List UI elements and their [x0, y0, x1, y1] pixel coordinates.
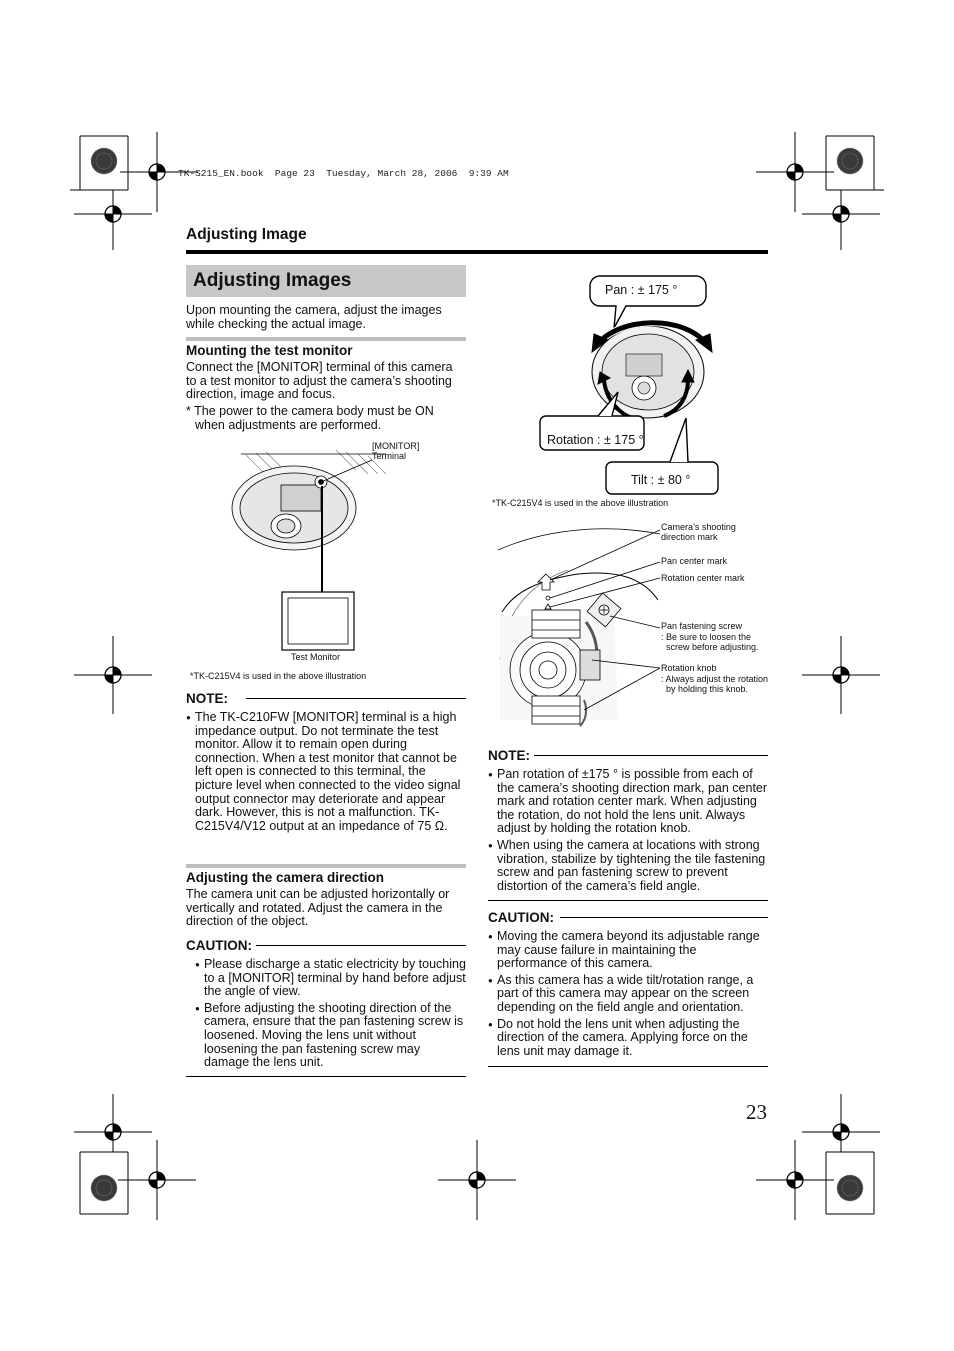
pan-screw-label: Pan fastening screw — [661, 621, 743, 631]
page-title-band — [186, 265, 466, 297]
header-rule — [186, 250, 768, 254]
caution-left — [186, 937, 466, 1070]
page-number: 23 — [746, 1100, 767, 1124]
direction-rule — [186, 864, 466, 868]
left-figure-caption: *TK-C215V4 is used in the above illustration — [190, 671, 367, 681]
print-header: TK-S215_EN.book Page 23 Tuesday, March 28, 2006 9:39 AM — [178, 168, 509, 179]
pan-screw-note: : Be sure to loosen the screw before adjusting. — [661, 632, 759, 652]
asterisk-note-text: * The power to the camera body must be ON when adjustments are performed. — [186, 404, 434, 432]
mounting-rule — [186, 337, 466, 341]
caution-right-bottom-rule — [488, 1066, 768, 1067]
note-left — [186, 690, 466, 833]
rotation-center-label: Rotation center mark — [661, 573, 745, 583]
right-figure-caption: *TK-C215V4 is used in the above illustration — [492, 498, 669, 508]
note-left-item: ● The TK-C210FW [MONITOR] terminal is a high impedance output. Do not terminate the test monitor. Allow it to remain open during connection. When a test monitor that cannot be left open is connected to this terminal, the picture level when connected to the video signal output connector may deteriorate and appear dark. However, this is not a malfunction. TK-C215V4/V12 output at an impedance of 75 Ω. — [186, 711, 466, 833]
note-right-label: NOTE: — [488, 748, 530, 763]
pan-tilt-rotation-illustration — [488, 268, 768, 498]
camera-monitor-illustration — [186, 440, 466, 680]
note-right — [488, 747, 768, 893]
caution-left-bottom-rule — [186, 1076, 466, 1077]
mounting-body: Connect the [MONITOR] terminal of this camera to a test monitor to adjust the camera’s shooting direction, image and focus. — [186, 360, 453, 402]
monitor-terminal-label: [MONITOR] Terminal — [372, 441, 420, 461]
rotation-callout-label: Rotation : ± 175 ° — [547, 433, 644, 447]
caution-left-item: ● Please discharge a static electricity by touching to a [MONITOR] terminal by hand before adjust the angle of view. — [195, 958, 466, 999]
pan-callout-label: Pan : ± 175 ° — [605, 283, 678, 297]
section-header: Adjusting Image — [186, 226, 307, 243]
caution-right — [488, 909, 768, 1058]
note-right-item: ● Pan rotation of ±175 ° is possible from each of the camera’s shooting direction mark, pan center mark and rotation center mark. When adjusting the rotation, do not hold the lens unit. Always adjust by holding the rotation knob. — [488, 768, 768, 836]
page-title: Adjusting Images — [193, 270, 352, 291]
rotation-knob-label: Rotation knob — [661, 663, 717, 673]
tilt-callout-label: Tilt : ± 80 ° — [631, 473, 691, 487]
caution-right-item: ● Moving the camera beyond its adjustable range may cause failure in maintaining the performance of this camera. — [488, 930, 768, 971]
caution-left-item: ● Before adjusting the shooting direction of the camera, ensure that the pan fastening screw is loosened. Moving the lens unit without loosening the pan fastening screw may damage the lens unit. — [195, 1002, 466, 1070]
caution-right-item: ● As this camera has a wide tilt/rotation range, a part of this camera may appear on the screen depending on the field angle and orientation. — [488, 974, 768, 1015]
rotation-knob-note: : Always adjust the rotation by holding this knob. — [661, 674, 769, 694]
mounting-asterisk-note — [186, 405, 466, 432]
caution-left-label: CAUTION: — [186, 938, 252, 953]
intro-text: Upon mounting the camera, adjust the images while checking the actual image. — [186, 303, 442, 331]
mounting-heading: Mounting the test monitor — [186, 343, 353, 358]
note-left-label: NOTE: — [186, 691, 228, 706]
pan-center-label: Pan center mark — [661, 556, 728, 566]
shooting-mark-label: Camera’s shooting direction mark — [661, 522, 736, 542]
caution-right-label: CAUTION: — [488, 910, 554, 925]
caution-right-item: ● Do not hold the lens unit when adjusting the direction of the camera. Applying force on the lens unit may damage it. — [488, 1018, 768, 1059]
note-right-bottom-rule — [488, 900, 768, 901]
test-monitor-label: Test Monitor — [291, 652, 341, 662]
note-right-item: ● When using the camera at locations with strong vibration, stabilize by tightening the tile fastening screw and pan fastening screw to prevent distortion of the camera’s field angle. — [488, 839, 768, 893]
direction-heading: Adjusting the camera direction — [186, 870, 385, 885]
direction-body: The camera unit can be adjusted horizontally or vertically and rotated. Adjust the camera in the direction of the object. — [186, 887, 450, 929]
